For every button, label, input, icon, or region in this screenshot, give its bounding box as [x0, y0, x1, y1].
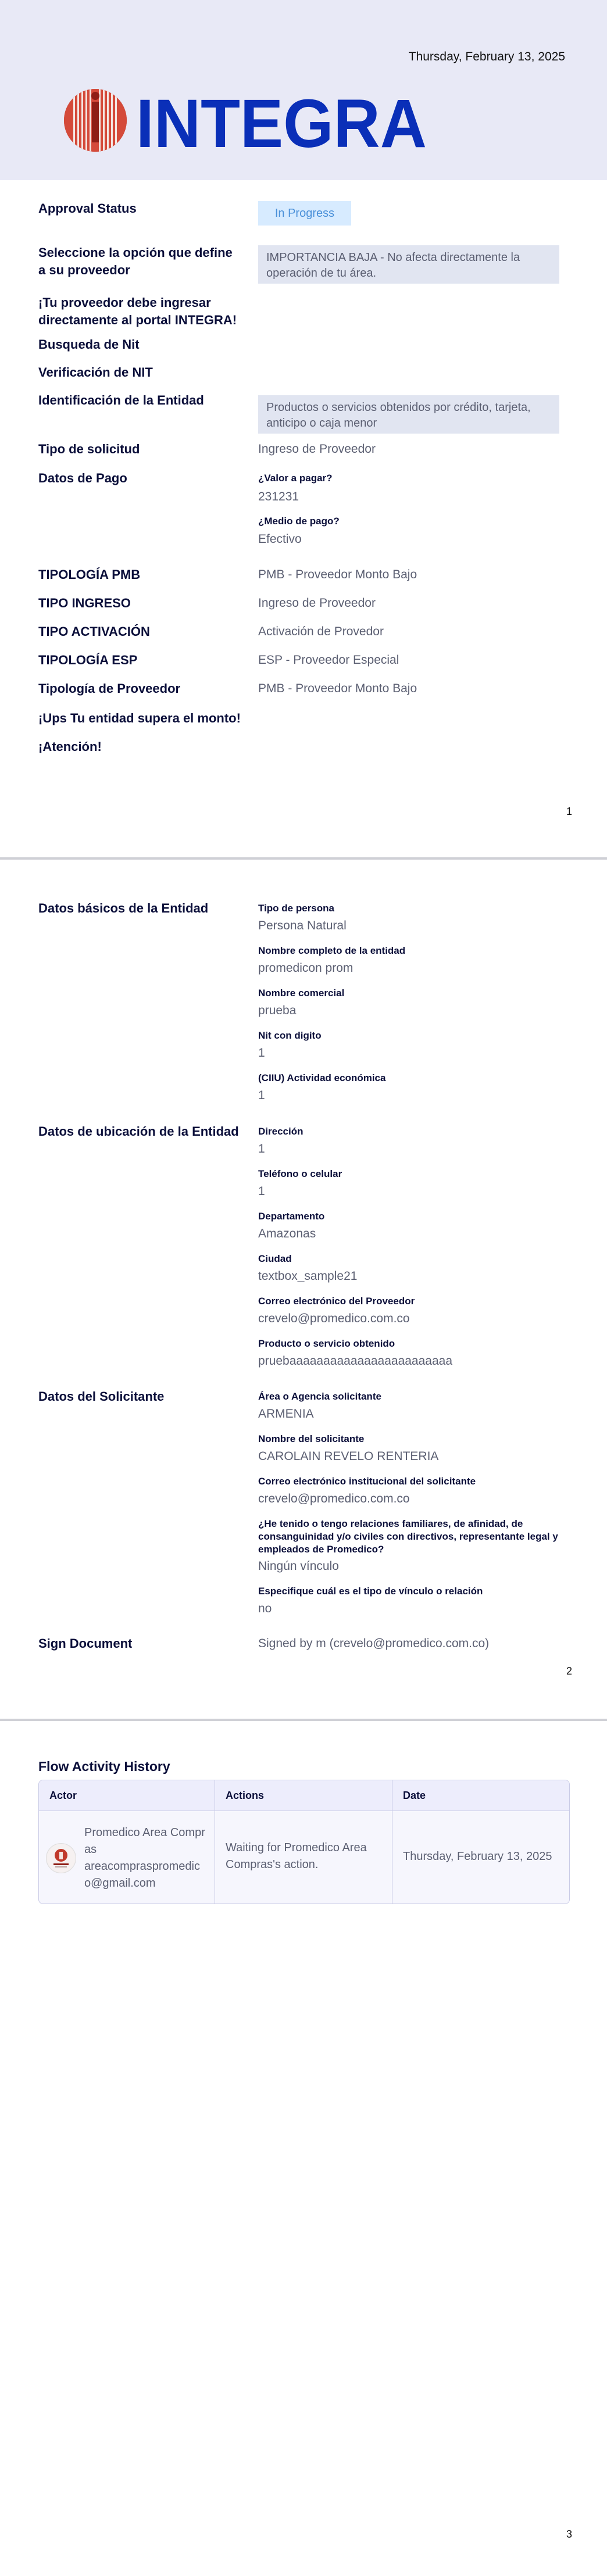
field-value: prueba	[258, 1004, 297, 1017]
field-label: Especifique cuál es el tipo de vínculo o relación	[258, 1586, 483, 1597]
verificacion-nit-label: Verificación de NIT	[38, 365, 153, 380]
date-cell: Thursday, February 13, 2025	[403, 1850, 552, 1863]
column-header-actor: Actor	[49, 1790, 77, 1801]
valor-pagar-label: ¿Valor a pagar?	[258, 473, 333, 484]
seleccione-label: Seleccione la opción que define a su proveedor	[38, 245, 233, 277]
tipo-ingreso-label: TIPO INGRESO	[38, 596, 131, 610]
avatar	[46, 1843, 76, 1873]
field-value: 1	[258, 1185, 265, 1198]
field-label: Nombre completo de la entidad	[258, 945, 406, 956]
field-value: textbox_sample21	[258, 1269, 358, 1283]
datos-basicos-label: Datos básicos de la Entidad	[38, 901, 209, 915]
tu-proveedor-label: ¡Tu proveedor debe ingresar directamente al portal INTEGRA!	[38, 295, 237, 327]
field-label: Tipo de persona	[258, 903, 334, 914]
sign-document-label: Sign Document	[38, 1636, 133, 1651]
document-page-1	[0, 0, 607, 857]
datos-solicitante-label: Datos del Solicitante	[38, 1389, 165, 1404]
field-label: Nombre comercial	[258, 988, 345, 999]
column-header-actions: Actions	[226, 1790, 265, 1801]
datos-ubicacion-label: Datos de ubicación de la Entidad	[38, 1124, 239, 1139]
field-label: Nit con digito	[258, 1030, 322, 1041]
document-page-2	[0, 860, 607, 1718]
tipologia-esp-label: TIPOLOGÍA ESP	[38, 653, 138, 667]
sign-document-value: Signed by m (crevelo@promedico.com.co)	[258, 1637, 490, 1650]
field-label: Correo electrónico del Proveedor	[258, 1296, 415, 1307]
busqueda-nit-label: Busqueda de Nit	[38, 337, 140, 352]
column-header-date: Date	[403, 1790, 426, 1801]
approval-status-badge: In Progress	[258, 201, 351, 226]
field-value: 1	[258, 1142, 265, 1155]
field-value: crevelo@promedico.com.co	[258, 1312, 410, 1325]
actor-cell	[39, 1811, 215, 1904]
medio-pago-label: ¿Medio de pago?	[258, 516, 340, 527]
table-header	[39, 1780, 569, 1811]
field-label: Ciudad	[258, 1253, 292, 1264]
tipologia-proveedor-value: PMB - Proveedor Monto Bajo	[258, 682, 417, 695]
page-separator	[0, 857, 607, 860]
field-value: Persona Natural	[258, 919, 347, 932]
document-page-3	[0, 1722, 607, 2576]
tipo-ingreso-value: Ingreso de Proveedor	[258, 596, 376, 610]
identificacion-label: Identificación de la Entidad	[38, 393, 204, 407]
logo-text: INTEGRA	[136, 85, 427, 157]
field-value: ARMENIA	[258, 1407, 314, 1421]
field-label: Teléfono o celular	[258, 1168, 342, 1179]
tipologia-pmb-label: TIPOLOGÍA PMB	[38, 567, 141, 582]
field-value: promedicon prom	[258, 961, 354, 975]
tipo-activacion-label: TIPO ACTIVACIÓN	[38, 624, 150, 639]
tipo-activacion-value: Activación de Provedor	[258, 625, 384, 638]
atencion-label: ¡Atención!	[38, 739, 102, 754]
actor-email: areacompraspromedico@gmail.com	[84, 1860, 200, 1890]
page-number: 1	[566, 806, 572, 817]
field-value: pruebaaaaaaaaaaaaaaaaaaaaaaaa	[258, 1354, 453, 1368]
tipo-solicitud-label: Tipo de solicitud	[38, 442, 140, 456]
field-label: Producto o servicio obtenido	[258, 1338, 395, 1349]
approval-status-label: Approval Status	[38, 201, 137, 216]
field-label: Dirección	[258, 1126, 304, 1137]
tipologia-esp-value: ESP - Proveedor Especial	[258, 653, 399, 667]
field-value: Ningún vínculo	[258, 1559, 339, 1573]
identificacion-value: Productos o servicios obtenidos por crédito, tarjeta, anticipo o caja menor	[258, 395, 559, 434]
header-date: Thursday, February 13, 2025	[408, 50, 565, 63]
field-value: 1	[258, 1046, 265, 1060]
document-header	[0, 0, 607, 180]
field-label: Nombre del solicitante	[258, 1433, 365, 1444]
valor-pagar-value: 231231	[258, 490, 299, 503]
field-label: Departamento	[258, 1211, 325, 1222]
flow-history-table	[38, 1780, 570, 1904]
page-separator	[0, 1719, 607, 1721]
page-number: 3	[566, 2528, 572, 2540]
medio-pago-value: Efectivo	[258, 532, 302, 546]
field-label: ¿He tenido o tengo relaciones familiares, de afinidad, de consanguinidad y/o civiles con directivos, representante legal y empleados de Promedico?	[258, 1518, 558, 1555]
datos-pago-label: Datos de Pago	[38, 471, 127, 485]
page-number: 2	[566, 1665, 572, 1677]
integra-logo	[62, 84, 434, 157]
actor-info	[84, 1824, 206, 1892]
seleccione-value: IMPORTANCIA BAJA - No afecta directamente la operación de tu área.	[258, 245, 559, 284]
field-value: Amazonas	[258, 1227, 316, 1240]
ups-label: ¡Ups Tu entidad supera el monto!	[38, 711, 241, 725]
tipologia-proveedor-label: Tipología de Proveedor	[38, 681, 181, 696]
action-cell: Waiting for Promedico Area Compras's action.	[226, 1841, 367, 1871]
field-label: Área o Agencia solicitante	[258, 1391, 381, 1402]
field-value: CAROLAIN REVELO RENTERIA	[258, 1450, 439, 1463]
tipologia-pmb-value: PMB - Proveedor Monto Bajo	[258, 568, 417, 581]
field-value: 1	[258, 1089, 265, 1102]
field-label: Correo electrónico institucional del solicitante	[258, 1476, 476, 1487]
field-value: crevelo@promedico.com.co	[258, 1492, 410, 1505]
field-value: no	[258, 1602, 272, 1615]
flow-history-title: Flow Activity History	[38, 1759, 170, 1774]
tipo-solicitud-value: Ingreso de Proveedor	[258, 442, 376, 456]
actor-name: Promedico Area Compras	[84, 1826, 205, 1856]
field-label: (CIIU) Actividad económica	[258, 1072, 386, 1083]
